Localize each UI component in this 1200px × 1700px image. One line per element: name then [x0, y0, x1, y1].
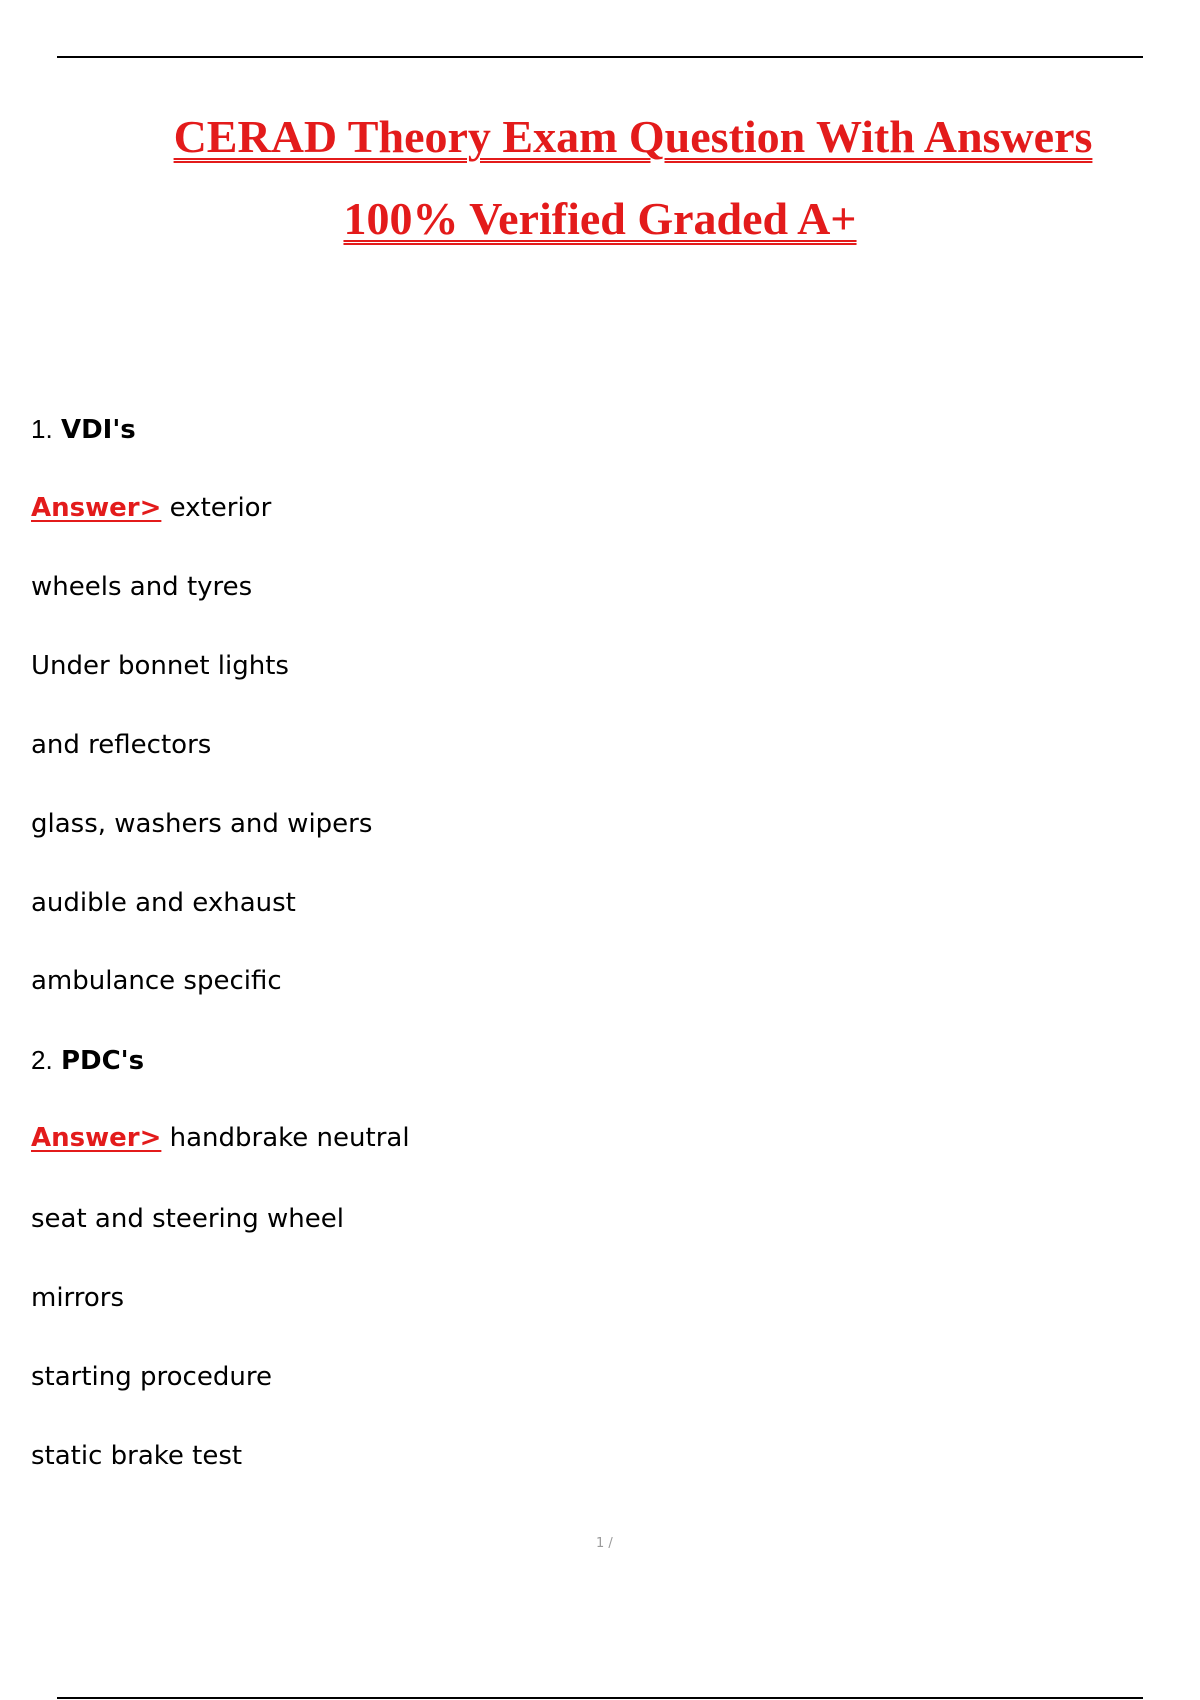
answer-line: and reflectors — [31, 730, 212, 760]
answer-text: handbrake neutral — [169, 1123, 410, 1153]
question-number: 1. — [31, 414, 53, 444]
document-title-line1: CERAD Theory Exam Question With Answers — [173, 111, 1093, 162]
answer-line: ambulance specific — [31, 966, 282, 996]
answer-line — [31, 1122, 410, 1154]
answer-line: glass, washers and wipers — [31, 809, 373, 839]
answer-label: Answer> — [31, 493, 162, 523]
answer-line: starting procedure — [31, 1362, 272, 1392]
answer-text: exterior — [169, 493, 272, 523]
header-rule — [57, 56, 1143, 58]
answer-line: seat and steering wheel — [31, 1204, 344, 1234]
footer-rule — [57, 1697, 1143, 1699]
answer-line: mirrors — [31, 1283, 125, 1313]
answer-line: wheels and tyres — [31, 572, 253, 602]
question-title: VDI's — [60, 415, 136, 445]
answer-label: Answer> — [31, 1123, 162, 1153]
answer-line — [31, 492, 271, 524]
question-number: 2. — [31, 1045, 53, 1075]
question-heading — [31, 413, 136, 446]
question-heading — [31, 1044, 144, 1077]
answer-line: Under bonnet lights — [31, 651, 289, 681]
document-title-line2: 100% Verified Graded A+ — [343, 193, 857, 244]
page-number: 1 / — [596, 1536, 613, 1551]
answer-line: audible and exhaust — [31, 888, 296, 918]
question-title: PDC's — [60, 1046, 145, 1076]
answer-line: static brake test — [31, 1441, 243, 1471]
